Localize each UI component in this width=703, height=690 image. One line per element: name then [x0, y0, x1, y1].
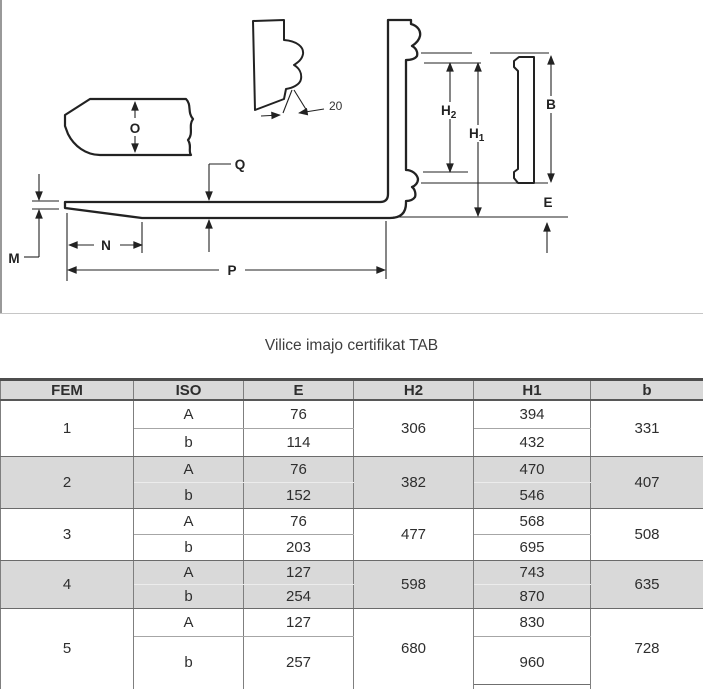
cell-iso: A [134, 400, 244, 428]
cell-iso: A [134, 560, 244, 584]
dim-label-e: E [543, 195, 553, 210]
col-header-h2: H2 [354, 380, 474, 401]
cell-e: 76 [244, 508, 354, 534]
col-header-b: b [591, 380, 703, 401]
cell-e: 76 [244, 400, 354, 428]
table-row [1, 608, 703, 636]
caption-section [0, 313, 703, 378]
cell-iso: b [134, 584, 244, 608]
cell-e: 254 [244, 584, 354, 608]
cell-iso: b [134, 636, 244, 689]
cell-h1: 695 [474, 534, 591, 560]
cell-b: 331 [591, 400, 703, 456]
cell-b: 508 [591, 508, 703, 560]
carriage-bar [514, 57, 534, 183]
cell-e: 203 [244, 534, 354, 560]
fork-diagram [2, 0, 703, 313]
dim-label-h1: $H_1$ [469, 126, 485, 144]
cell-h2: 598 [354, 560, 474, 608]
dim-label-n: N [101, 238, 111, 253]
cell-h1: 394 [474, 400, 591, 428]
cell-iso: b [134, 482, 244, 508]
cell-iso: b [134, 428, 244, 456]
cell-h1-value: 960 [474, 640, 590, 685]
cell-e: 127 [244, 560, 354, 584]
cell-fem: 4 [1, 560, 134, 608]
cell-h1: 432 [474, 428, 591, 456]
cell-b: 407 [591, 456, 703, 508]
cell-iso: b [134, 534, 244, 560]
cell-h1: 470 [474, 456, 591, 482]
col-header-h1: H1 [474, 380, 591, 401]
cell-h1: 546 [474, 482, 591, 508]
dim-label-p: P [227, 263, 237, 278]
cell-e: 114 [244, 428, 354, 456]
table-row [1, 560, 703, 584]
cell-h1: 568 [474, 508, 591, 534]
hook-detail [253, 20, 303, 110]
cell-h1: 830 [474, 608, 591, 636]
caption-text: Vilice imajo certifikat TAB [264, 337, 439, 354]
dim-label-q: Q [234, 157, 246, 172]
cell-iso: A [134, 508, 244, 534]
cell-b: 728 [591, 608, 703, 689]
col-header-iso: ISO [134, 380, 244, 401]
cell-h2: 382 [354, 456, 474, 508]
cell-e: 76 [244, 456, 354, 482]
cell-h1 [474, 636, 591, 689]
dim-label-angle: 20 [329, 99, 343, 113]
table-row [1, 400, 703, 428]
fork-spec-table [0, 378, 703, 689]
cell-fem: 3 [1, 508, 134, 560]
col-header-e: E [244, 380, 354, 401]
cell-e: 127 [244, 608, 354, 636]
table-row [1, 456, 703, 482]
cell-h1: 743 [474, 560, 591, 584]
cell-b: 635 [591, 560, 703, 608]
col-header-fem: FEM [1, 380, 134, 401]
cell-iso: A [134, 456, 244, 482]
cell-e: 152 [244, 482, 354, 508]
fork-diagram-section [0, 0, 703, 313]
cell-h2: 680 [354, 608, 474, 689]
cell-h2: 306 [354, 400, 474, 456]
cell-fem: 5 [1, 608, 134, 689]
dim-label-o: O [129, 121, 141, 136]
cell-h2: 477 [354, 508, 474, 560]
dim-label-m: M [8, 251, 20, 266]
table-header-row [1, 380, 703, 401]
cell-e: 257 [244, 636, 354, 689]
cell-iso: A [134, 608, 244, 636]
table-row [1, 508, 703, 534]
cell-h1: 870 [474, 584, 591, 608]
cell-fem: 2 [1, 456, 134, 508]
dim-label-b: B [546, 97, 556, 112]
dim-label-h2: $H_2$ [441, 103, 457, 121]
cell-fem: 1 [1, 400, 134, 456]
